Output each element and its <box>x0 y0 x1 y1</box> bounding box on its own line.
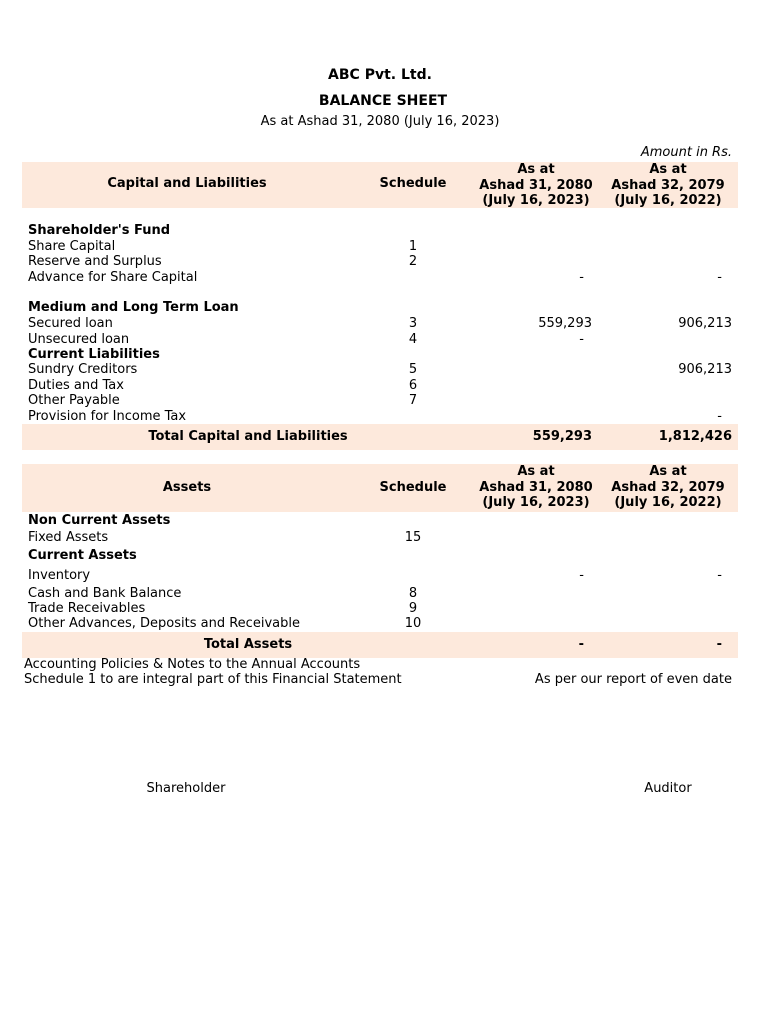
assets-row-previous <box>602 548 722 564</box>
liabilities-total-current: 559,293 <box>532 429 592 444</box>
liabilities-row-label: Sundry Creditors <box>28 362 138 377</box>
liabilities-row-previous <box>602 254 732 270</box>
liabilities-row-label: Unsecured loan <box>28 332 130 347</box>
assets-header-current <box>470 464 602 511</box>
assets-row-schedule <box>370 548 456 564</box>
liabilities-row-previous <box>602 332 732 348</box>
liabilities-row-label: Medium and Long Term Loan <box>28 300 239 315</box>
liabilities-row-previous <box>602 393 732 409</box>
assets-header-previous-line3: (July 16, 2022) <box>614 495 722 510</box>
liabilities-header-col1: Capital and Liabilities <box>107 176 267 191</box>
liabilities-row-label: Secured loan <box>28 316 113 331</box>
liabilities-row-schedule: 7 <box>408 393 418 408</box>
liabilities-row-label: Shareholder's Fund <box>28 223 171 238</box>
liabilities-row-previous: 906,213 <box>678 316 732 331</box>
document-subtitle: As at Ashad 31, 2080 (July 16, 2023) <box>260 114 500 129</box>
liabilities-row-current <box>470 254 592 270</box>
notes-line2: Schedule 1 to are integral part of this Financial Statement <box>24 672 402 687</box>
liabilities-row-label: Advance for Share Capital <box>28 270 198 285</box>
assets-row-schedule <box>370 568 456 584</box>
assets-row-schedule: 8 <box>408 586 418 601</box>
liabilities-row-label: Current Liabilities <box>28 347 160 362</box>
liabilities-row-previous <box>602 223 732 239</box>
liabilities-row-schedule <box>370 347 456 363</box>
assets-row-schedule: 9 <box>408 601 418 616</box>
liabilities-header-current-line3: (July 16, 2023) <box>482 193 590 208</box>
assets-row-current <box>470 513 584 529</box>
assets-row-schedule: 10 <box>404 616 422 631</box>
assets-row-previous: - <box>717 568 722 583</box>
assets-row-label: Fixed Assets <box>28 530 109 545</box>
liabilities-header-schedule: Schedule <box>379 176 447 191</box>
assets-total-previous: - <box>716 637 722 652</box>
liabilities-row-current <box>470 239 592 255</box>
assets-row-schedule <box>370 513 456 529</box>
assets-header-previous <box>602 464 734 511</box>
assets-header-previous-line1: As at <box>649 464 687 479</box>
assets-row-current <box>470 530 584 546</box>
assets-header-col1: Assets <box>162 480 212 495</box>
assets-header-current-line1: As at <box>517 464 555 479</box>
assets-row-current <box>470 548 584 564</box>
liabilities-row-current <box>470 409 592 425</box>
liabilities-header-previous <box>602 162 734 209</box>
liabilities-row-schedule: 4 <box>408 332 418 347</box>
assets-row-label: Inventory <box>28 568 91 583</box>
assets-row-previous <box>602 530 722 546</box>
liabilities-header-current <box>470 162 602 209</box>
assets-row-label: Non Current Assets <box>28 513 171 528</box>
signature-auditor: Auditor <box>644 781 692 796</box>
liabilities-row-previous: 906,213 <box>678 362 732 377</box>
assets-row-previous <box>602 586 722 602</box>
liabilities-row-current <box>470 393 592 409</box>
liabilities-row-current: 559,293 <box>538 316 592 331</box>
liabilities-row-current <box>470 300 592 316</box>
liabilities-header-previous-line2: Ashad 32, 2079 <box>611 177 725 193</box>
liabilities-row-schedule <box>370 223 456 239</box>
liabilities-row-current <box>470 362 592 378</box>
liabilities-row-previous <box>602 378 732 394</box>
assets-header-schedule: Schedule <box>379 480 447 495</box>
liabilities-row-previous: - <box>717 409 722 424</box>
assets-row-previous <box>602 601 722 617</box>
liabilities-row-current <box>470 347 592 363</box>
assets-header-current-line3: (July 16, 2023) <box>482 495 590 510</box>
liabilities-row-label: Duties and Tax <box>28 378 124 393</box>
assets-row-previous <box>602 513 722 529</box>
assets-row-current: - <box>579 568 584 583</box>
liabilities-row-schedule: 5 <box>408 362 418 377</box>
liabilities-row-schedule <box>370 300 456 316</box>
assets-header-current-line2: Ashad 31, 2080 <box>479 479 593 495</box>
assets-row-label: Trade Receivables <box>28 601 146 616</box>
document-title: BALANCE SHEET <box>318 93 448 109</box>
liabilities-row-current: - <box>579 332 584 347</box>
liabilities-row-current <box>470 223 592 239</box>
signature-shareholder: Shareholder <box>146 781 226 796</box>
liabilities-row-schedule <box>370 409 456 425</box>
liabilities-row-schedule: 6 <box>408 378 418 393</box>
amount-note: Amount in Rs. <box>640 145 732 160</box>
assets-row-label: Current Assets <box>28 548 137 563</box>
liabilities-row-schedule <box>370 270 456 286</box>
liabilities-row-label: Provision for Income Tax <box>28 409 187 424</box>
liabilities-total-label: Total Capital and Liabilities <box>148 429 348 444</box>
liabilities-header-current-line1: As at <box>517 162 555 177</box>
liabilities-row-label: Other Payable <box>28 393 120 408</box>
assets-row-previous <box>602 616 722 632</box>
liabilities-row-label: Share Capital <box>28 239 116 254</box>
assets-row-current <box>470 616 584 632</box>
assets-row-label: Other Advances, Deposits and Receivable <box>28 616 300 631</box>
liabilities-row-schedule: 3 <box>408 316 418 331</box>
liabilities-row-previous <box>602 347 732 363</box>
assets-row-current <box>470 586 584 602</box>
assets-row-label: Cash and Bank Balance <box>28 586 182 601</box>
assets-header-previous-line2: Ashad 32, 2079 <box>611 479 725 495</box>
liabilities-header-previous-line3: (July 16, 2022) <box>614 193 722 208</box>
assets-total-current: - <box>578 637 584 652</box>
liabilities-row-schedule: 1 <box>408 239 418 254</box>
liabilities-total-previous: 1,812,426 <box>658 429 732 444</box>
assets-row-current <box>470 601 584 617</box>
liabilities-row-previous <box>602 300 732 316</box>
notes-line1: Accounting Policies & Notes to the Annual Accounts <box>24 657 361 672</box>
company-name: ABC Pvt. Ltd. <box>328 67 432 83</box>
liabilities-row-current: - <box>579 270 584 285</box>
liabilities-row-current <box>470 378 592 394</box>
liabilities-row-previous: - <box>717 270 722 285</box>
assets-row-schedule: 15 <box>404 530 422 545</box>
liabilities-row-previous <box>602 239 732 255</box>
liabilities-row-label: Reserve and Surplus <box>28 254 162 269</box>
liabilities-header-current-line2: Ashad 31, 2080 <box>479 177 593 193</box>
liabilities-row-schedule: 2 <box>408 254 418 269</box>
report-note: As per our report of even date <box>534 672 732 687</box>
liabilities-header-previous-line1: As at <box>649 162 687 177</box>
assets-total-label: Total Assets <box>203 637 293 652</box>
